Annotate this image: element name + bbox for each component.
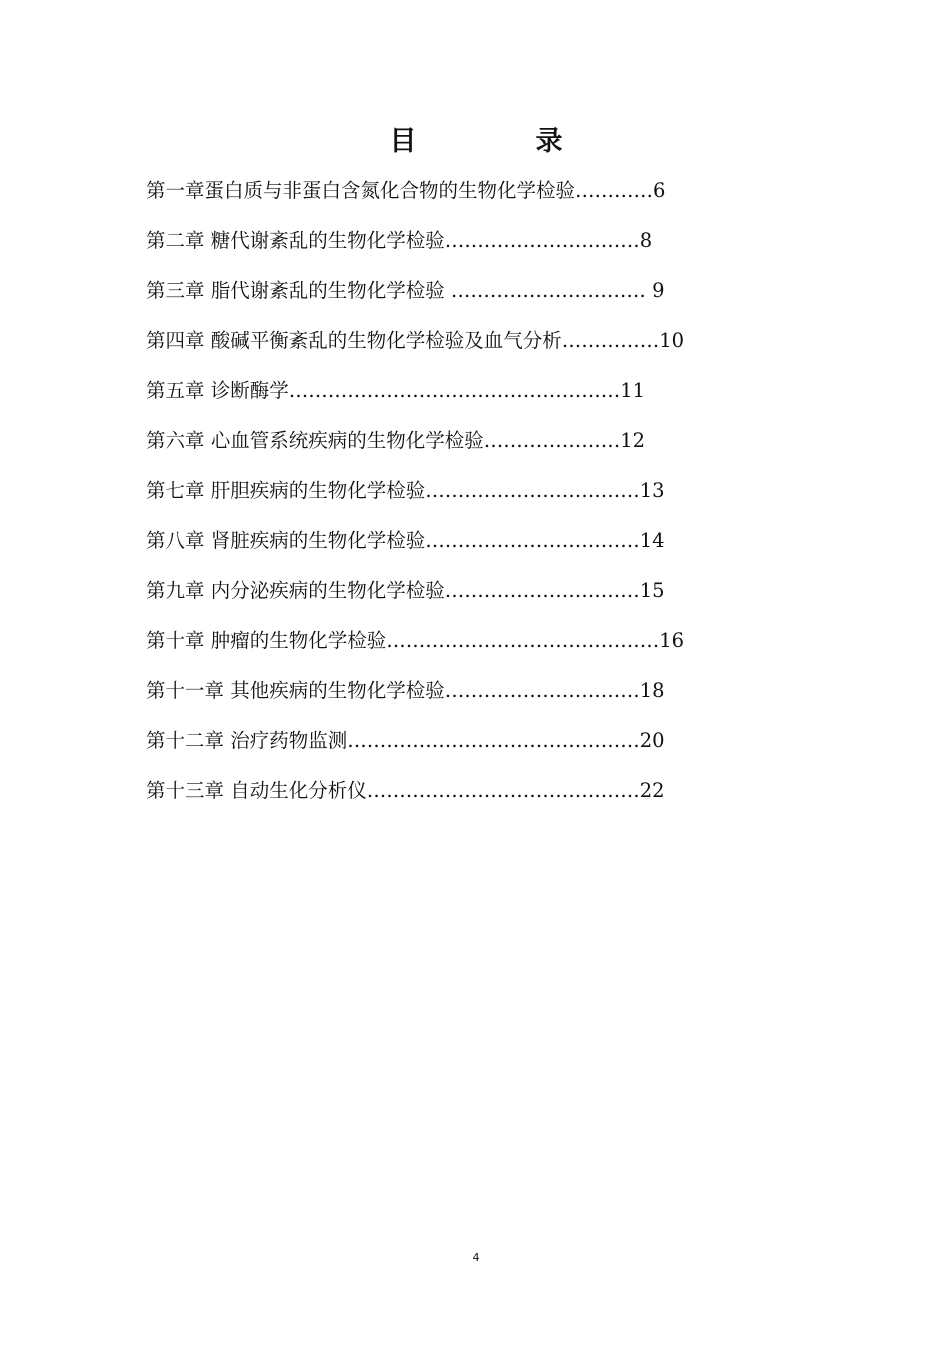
toc-entry-text: 第五章 诊断酶学……………………………………………11 [146, 379, 646, 402]
toc-entry-text: 第十一章 其他疾病的生物化学检验…………………………18 [146, 679, 665, 702]
toc-entry-chapter-10[interactable] [146, 621, 786, 671]
toc-entry-chapter-7[interactable] [146, 471, 786, 521]
toc-entry-text: 第十三章 自动生化分析仪……………………………………22 [146, 779, 665, 802]
toc-entry-text: 第六章 心血管系统疾病的生物化学检验…………………12 [146, 429, 646, 452]
toc-entry-chapter-12[interactable] [146, 721, 786, 771]
toc-entry-chapter-11[interactable] [146, 671, 786, 721]
table-of-contents [146, 171, 786, 821]
toc-entry-text: 第七章 肝胆疾病的生物化学检验……………………………13 [146, 479, 665, 502]
toc-entry-chapter-4[interactable] [146, 321, 786, 371]
toc-entry-text: 第十章 肿瘤的生物化学检验……………………………………16 [146, 629, 685, 652]
toc-entry-text: 第八章 肾脏疾病的生物化学检验……………………………14 [146, 529, 665, 552]
toc-entry-text: 第十二章 治疗药物监测………………………………………20 [146, 729, 665, 752]
toc-entry-text: 第四章 酸碱平衡紊乱的生物化学检验及血气分析……………10 [146, 329, 685, 352]
toc-title: 目 录 [389, 126, 609, 157]
toc-entry-chapter-2[interactable] [146, 221, 786, 271]
toc-entry-text: 第一章蛋白质与非蛋白含氮化合物的生物化学检验…………6 [146, 179, 666, 202]
toc-entry-chapter-5[interactable] [146, 371, 786, 421]
toc-entry-text: 第九章 内分泌疾病的生物化学检验…………………………15 [146, 579, 665, 602]
toc-entry-chapter-8[interactable] [146, 521, 786, 571]
toc-entry-chapter-1[interactable] [146, 171, 786, 221]
toc-entry-chapter-3[interactable] [146, 271, 786, 321]
toc-entry-chapter-13[interactable] [146, 771, 786, 821]
toc-entry-text: 第三章 脂代谢紊乱的生物化学检验 ………………………… 9 [146, 279, 665, 302]
toc-entry-chapter-6[interactable] [146, 421, 786, 471]
toc-entry-chapter-9[interactable] [146, 571, 786, 621]
toc-entry-text: 第二章 糖代谢紊乱的生物化学检验…………………………8 [146, 229, 653, 252]
page-number: 4 [472, 1251, 480, 1264]
